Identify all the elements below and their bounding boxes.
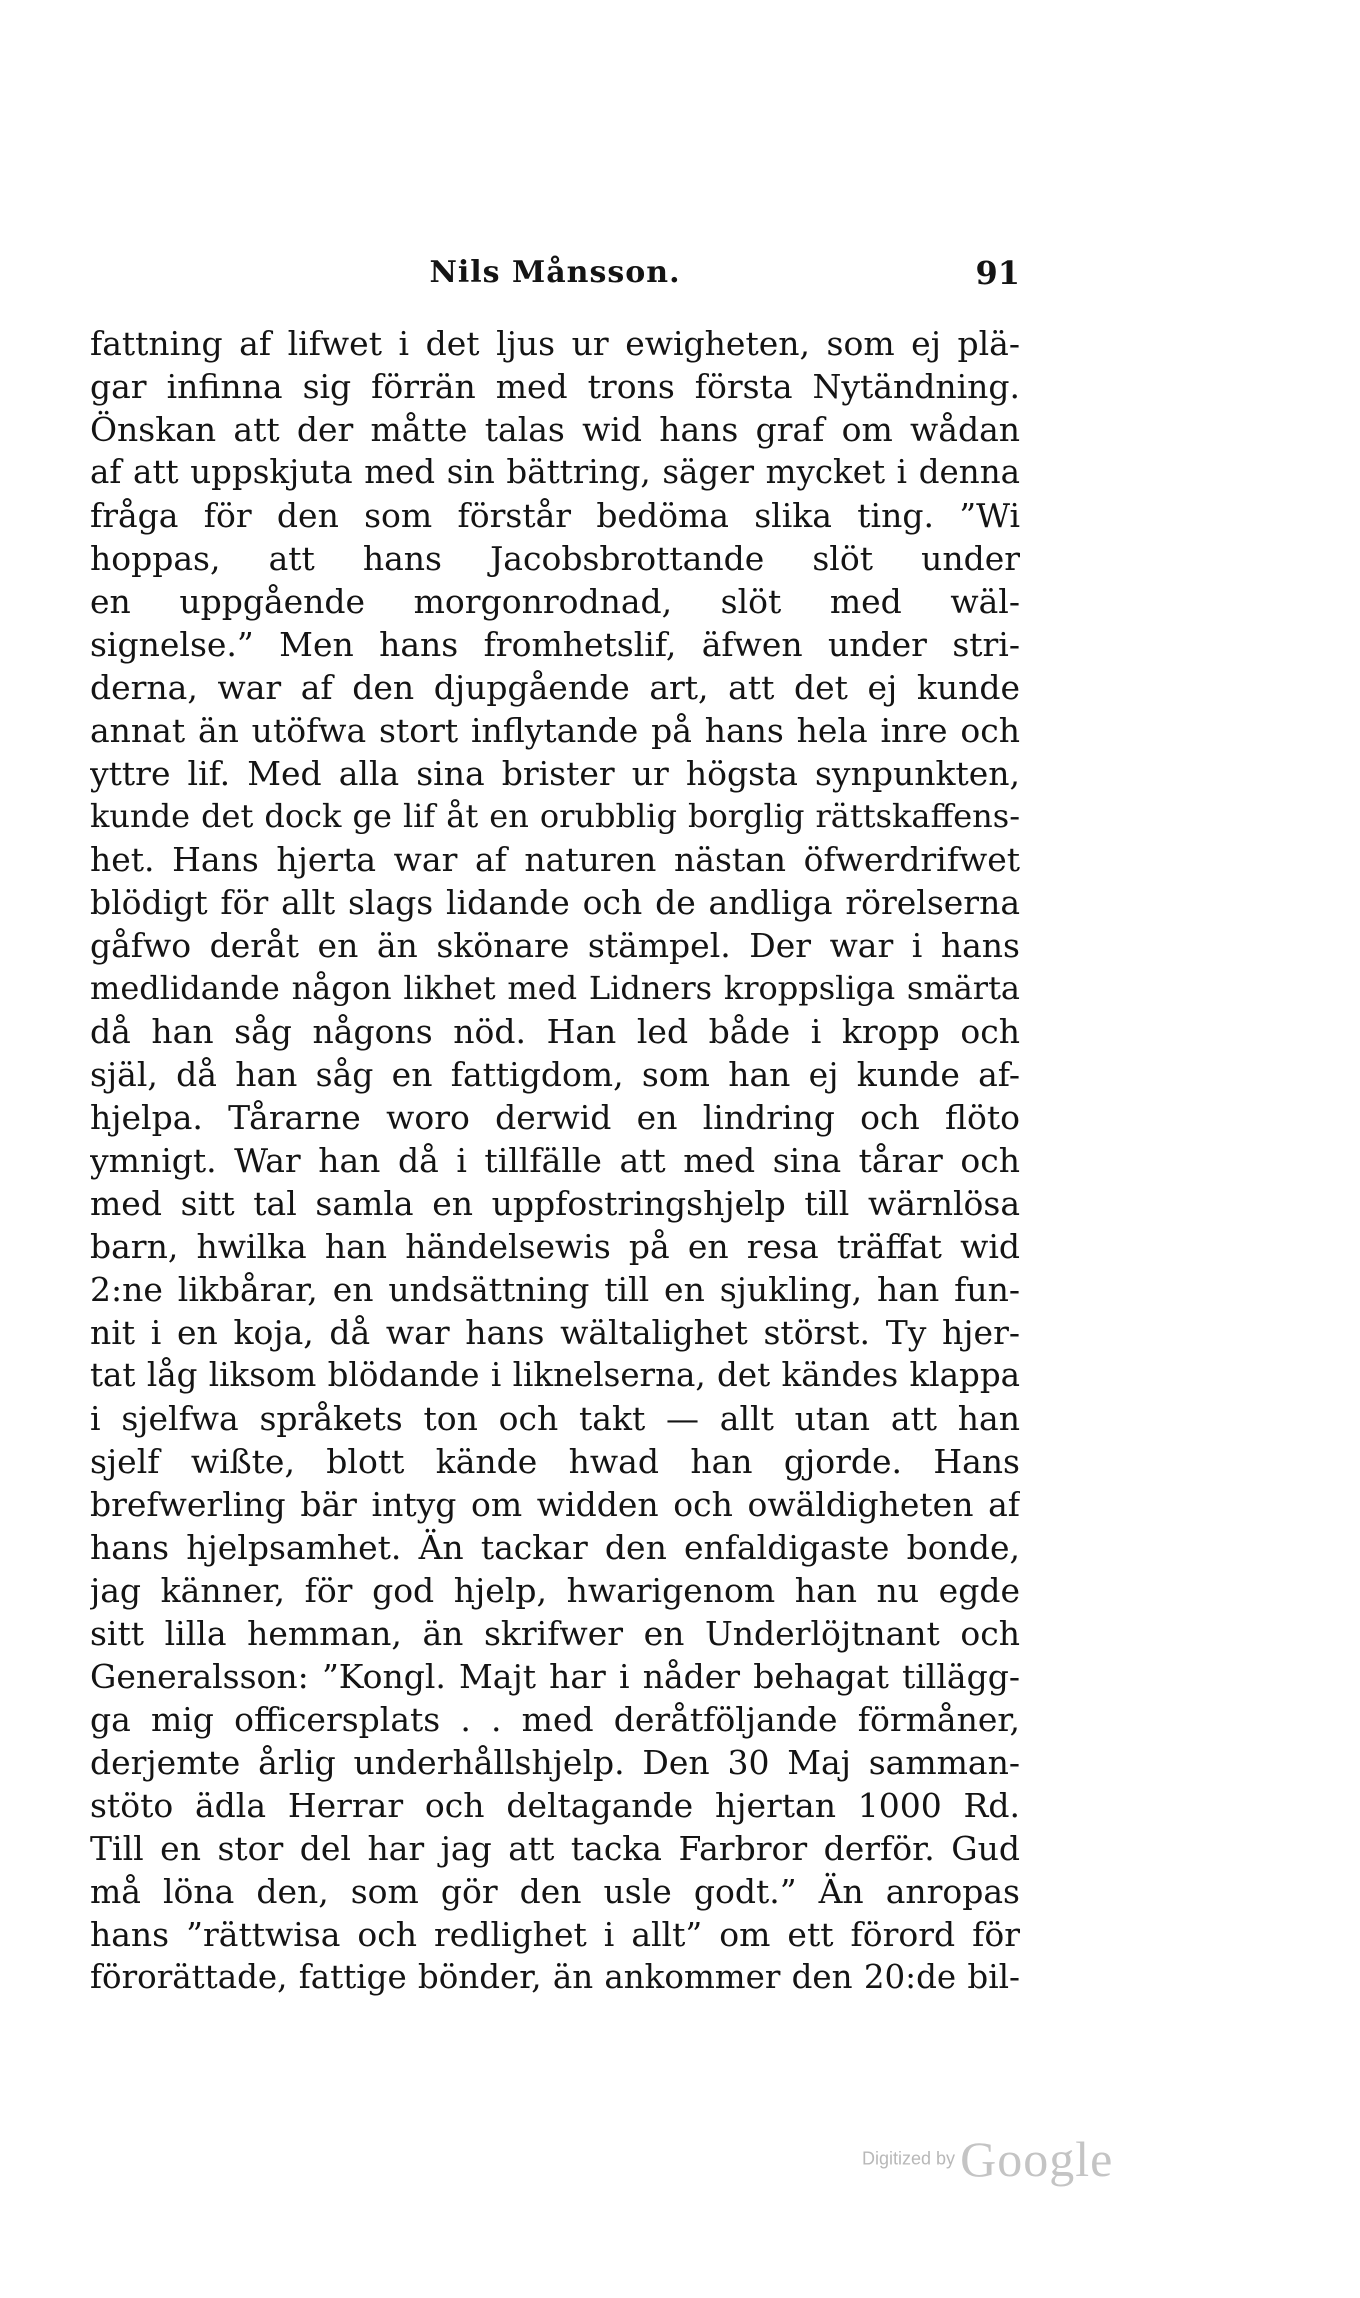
text-line: ymnigt. War han då i tillfälle att med sina tårar och: [90, 1141, 1020, 1180]
text-line: derna, war af den djupgående art, att det ej kunde: [90, 668, 1020, 707]
running-title: Nils Månsson.: [429, 255, 681, 290]
google-logo: Google: [960, 2131, 1114, 2187]
text-line: hans ”rättwisa och redlighet i allt” om ett förord för: [90, 1915, 1020, 1954]
text-line: hoppas, att hans Jacobsbrottande slöt under: [90, 539, 1020, 578]
text-line: med sitt tal samla en uppfostringshjelp till wärnlösa: [90, 1184, 1020, 1223]
text-line: stöto ädla Herrar och deltagande hjertan 1000 Rd.: [90, 1786, 1020, 1825]
text-line: hjelpa. Tårarne woro derwid en lindring och flöto: [90, 1098, 1020, 1137]
running-head: [90, 248, 1020, 298]
text-line: fattning af lifwet i det ljus ur ewigheten, som ej plä-: [90, 324, 1020, 363]
text-line: het. Hans hjerta war af naturen nästan öfwerdrifwet: [90, 840, 1020, 879]
text-line: må löna den, som gör den usle godt.” Än anropas: [90, 1872, 1020, 1911]
text-line: blödigt för allt slags lidande och de andliga rörelserna: [90, 883, 1020, 922]
text-line: Önskan att der måtte talas wid hans graf om wådan: [90, 410, 1020, 449]
page-number: 91: [975, 254, 1020, 292]
text-line: hans hjelpsamhet. Än tackar den enfaldigaste bonde,: [90, 1528, 1020, 1567]
text-line: i sjelfwa språkets ton och takt — allt utan att han: [90, 1399, 1020, 1438]
text-line: Till en stor del har jag att tacka Farbror derför. Gud: [90, 1829, 1020, 1868]
text-line: förorättade, fattige bönder, än ankommer den 20:de bil-: [90, 1958, 1020, 1996]
body-text: [90, 322, 1020, 1999]
text-line: nit i en koja, då war hans wältalighet störst. Ty hjer-: [90, 1313, 1020, 1352]
text-line: Generalsson: ”Kongl. Majt har i nåder behagat tillägg-: [90, 1657, 1020, 1696]
text-line: ga mig officersplats . . med deråtföljande förmåner,: [90, 1700, 1020, 1739]
text-line: tat låg liksom blödande i liknelserna, det kändes klappa: [90, 1356, 1020, 1394]
text-line: 2:ne likbårar, en undsättning till en sjukling, han fun-: [90, 1270, 1020, 1309]
text-line: signelse.” Men hans fromhetslif, äfwen under stri-: [90, 625, 1020, 664]
text-line: derjemte årlig underhållshjelp. Den 30 Maj samman-: [90, 1743, 1020, 1782]
text-line: en uppgående morgonrodnad, slöt med wäl-: [90, 582, 1020, 621]
text-line: själ, då han såg en fattigdom, som han ej kunde af-: [90, 1055, 1020, 1094]
text-line: medlidande någon likhet med Lidners kroppsliga smärta: [90, 969, 1020, 1007]
text-line: af att uppskjuta med sin bättring, säger mycket i denna: [90, 453, 1020, 491]
text-line: gar infinna sig förrän med trons första Nytändning.: [90, 367, 1020, 406]
text-line: barn, hwilka han händelsewis på en resa träffat wid: [90, 1227, 1020, 1266]
text-line: gåfwo deråt en än skönare stämpel. Der war i hans: [90, 926, 1020, 965]
text-line: sjelf wißte, blott kände hwad han gjorde. Hans: [90, 1442, 1020, 1481]
text-line: sitt lilla hemman, än skrifwer en Underlöjtnant och: [90, 1614, 1020, 1653]
text-line: annat än utöfwa stort inflytande på hans hela inre och: [90, 711, 1020, 750]
digitized-watermark: [862, 2130, 1162, 2190]
text-line: yttre lif. Med alla sina brister ur högsta synpunkten,: [90, 754, 1020, 793]
text-line: kunde det dock ge lif åt en orubblig borglig rättskaffens-: [90, 797, 1020, 835]
text-line: fråga för den som förstår bedöma slika ting. ”Wi: [90, 496, 1020, 535]
text-line: brefwerling bär intyg om widden och owäldigheten af: [90, 1485, 1020, 1524]
text-line: då han såg någons nöd. Han led både i kropp och: [90, 1012, 1020, 1051]
digitized-label: Digitized by: [862, 2148, 956, 2169]
text-line: jag känner, för god hjelp, hwarigenom han nu egde: [90, 1571, 1020, 1610]
